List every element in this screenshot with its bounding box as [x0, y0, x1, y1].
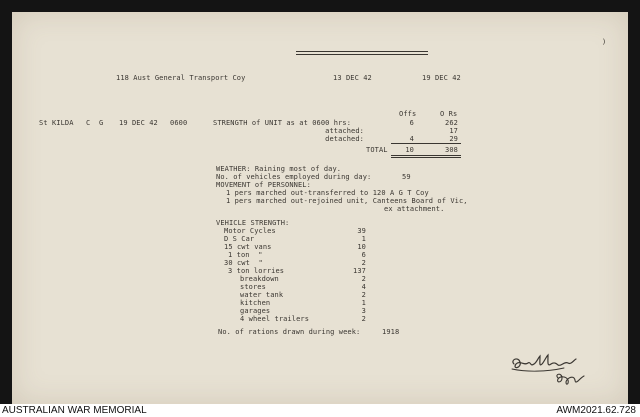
total-rule-bottom-2 [391, 157, 461, 158]
vehicle-row-value: 1 [361, 235, 366, 243]
detached-offs: 4 [409, 135, 414, 143]
vehicle-row-value: 10 [357, 243, 366, 251]
vehicle-row-label: Motor Cycles [224, 227, 276, 235]
signature-image [506, 350, 596, 390]
top-rule [296, 51, 428, 52]
vehicle-row-label: 30 cwt " [224, 259, 263, 267]
entry-place: St KILDA [39, 119, 74, 127]
document-page [12, 12, 628, 404]
strength-ors: 262 [445, 119, 458, 127]
vehicle-row-label: breakdown [240, 275, 279, 283]
vehicle-row-label: stores [240, 283, 266, 291]
total-label: TOTAL [366, 146, 388, 154]
vehicles-label: No. of vehicles employed during day: [216, 173, 372, 181]
vehicle-row-value: 1 [361, 299, 366, 307]
strength-offs: 6 [409, 119, 414, 127]
vehicle-row-label: D S Car [224, 235, 255, 243]
vehicle-row-label: garages [240, 307, 271, 315]
top-rule-lower [296, 54, 428, 55]
rations-label: No. of rations drawn during week: [218, 328, 361, 336]
vehicle-row-value: 2 [361, 291, 366, 299]
entry-date: 19 DEC 42 [119, 119, 158, 127]
footer-accession: AWM2021.62.728 [556, 405, 636, 416]
rations-value: 1918 [382, 328, 400, 336]
vehicle-row-label: 4 wheel trailers [240, 315, 310, 323]
unit-name: 118 Aust General Transport Coy [116, 74, 246, 82]
total-rule-top [391, 143, 461, 144]
vehicle-row-label: kitchen [240, 299, 271, 307]
weather-note: WEATHER: Raining most of day. [216, 165, 342, 173]
total-rule-bottom [391, 155, 461, 156]
vehicle-row-value: 137 [353, 267, 366, 275]
movement-line-3: ex attachment. [384, 205, 445, 213]
movement-line-2: 1 pers marched out-rejoined unit, Canteens Board of Vic, [226, 197, 468, 205]
entry-ref: C G [86, 119, 104, 127]
vehicle-strength-title: VEHICLE STRENGTH: [216, 219, 290, 227]
footer-bar [0, 404, 640, 417]
col-header-offs: Offs [399, 110, 417, 118]
col-header-ors: O Rs [440, 110, 458, 118]
detached-ors: 29 [449, 135, 458, 143]
movement-title: MOVEMENT of PERSONNEL: [216, 181, 311, 189]
attached-ors: 17 [449, 127, 458, 135]
vehicle-row-label: 15 cwt vans [224, 243, 272, 251]
vehicle-row-value: 4 [361, 283, 366, 291]
vehicle-row-label: water tank [240, 291, 284, 299]
vehicle-row-value: 3 [361, 307, 366, 315]
footer-credit: AUSTRALIAN WAR MEMORIAL [2, 405, 147, 416]
vehicle-row-value: 2 [361, 275, 366, 283]
vehicle-row-label: 1 ton " [228, 251, 263, 259]
strength-title: STRENGTH of UNIT as at 0600 hrs: [213, 119, 352, 127]
vehicles-value: 59 [402, 173, 411, 181]
detached-label: detached: [325, 135, 364, 143]
vehicle-row-value: 2 [361, 259, 366, 267]
date-to: 19 DEC 42 [422, 74, 461, 82]
vehicle-row-label: 3 ton lorries [228, 267, 285, 275]
vehicle-row-value: 2 [361, 315, 366, 323]
margin-mark: ) [602, 38, 607, 46]
entry-time: 0600 [170, 119, 188, 127]
movement-line-1: 1 pers marched out-transferred to 120 A G T Coy [226, 189, 429, 197]
total-ors: 308 [445, 146, 458, 154]
vehicle-row-value: 39 [357, 227, 366, 235]
total-offs: 10 [405, 146, 414, 154]
date-from: 13 DEC 42 [333, 74, 372, 82]
attached-label: attached: [325, 127, 364, 135]
vehicle-row-value: 6 [361, 251, 366, 259]
